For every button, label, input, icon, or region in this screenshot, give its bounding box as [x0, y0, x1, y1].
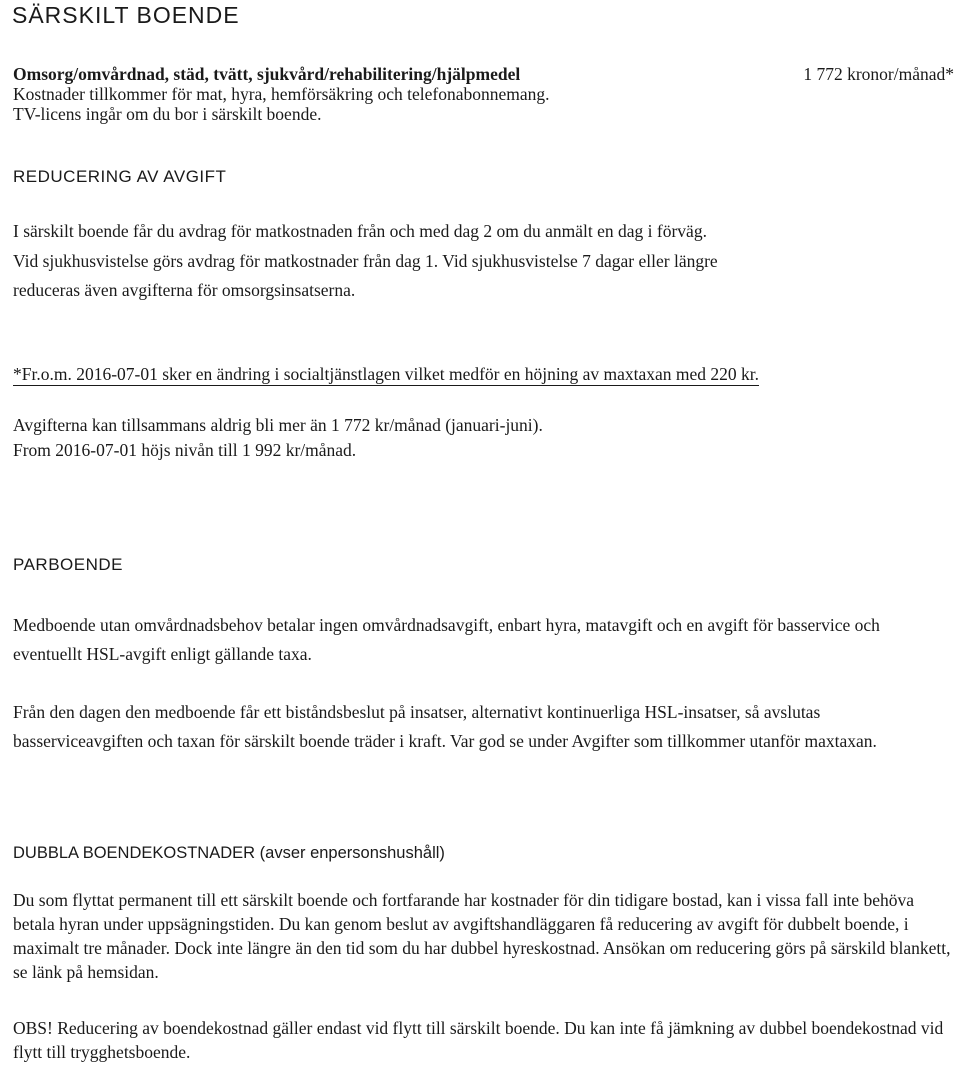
footnote-law-change: *Fr.o.m. 2016-07-01 sker en ändring i socialtjänstlagen vilket medför en höjning av maxtaxan med 220 kr. — [13, 364, 760, 384]
reduction-line-1: I särskilt boende får du avdrag för matkostnaden från och med dag 2 om du anmält en dag i förväg. — [13, 221, 707, 241]
care-price: 1 772 kronor/månad* — [803, 64, 954, 84]
reduction-line-3: reduceras även avgifterna för omsorgsinsatserna. — [13, 280, 356, 300]
reduction-line-2: Vid sjukhusvistelse görs avdrag för matkostnader från dag 1. Vid sjukhusvistelse 7 dagar eller längre — [13, 251, 718, 271]
care-heading: Omsorg/omvårdnad, städ, tvätt, sjukvård/rehabilitering/hjälpmedel — [13, 64, 521, 84]
care-line-2: TV-licens ingår om du bor i särskilt boende. — [13, 104, 322, 124]
double-cost-paragraph-2: OBS! Reducering av boendekostnad gäller endast vid flytt till särskilt boende. Du kan inte få jämkning av dubbel boendekostnad vid flytt till trygghetsboende. — [13, 1018, 944, 1062]
footnote-new-level: From 2016-07-01 höjs nivån till 1 992 kr/månad. — [13, 440, 357, 460]
care-line-1: Kostnader tillkommer för mat, hyra, hemförsäkring och telefonabonnemang. — [13, 84, 550, 104]
reduction-heading: REDUCERING AV AVGIFT — [13, 167, 227, 186]
couple-heading: PARBOENDE — [13, 555, 123, 574]
double-cost-paragraph-1: Du som flyttat permanent till ett särskilt boende och fortfarande har kostnader för din tidigare bostad, kan i vissa fall inte behöva betala hyran under uppsägningstiden. Du kan genom beslut av avgiftshandläggaren få reducering av avgift för dubbelt boende, i maximalt tre månader. Dock inte längre än den tid som du har dubbel hyreskostnad. Ansökan om reducering görs på särskild blankett, se länk på hemsidan. — [13, 890, 951, 982]
page-title: SÄRSKILT BOENDE — [12, 2, 240, 28]
couple-paragraph-1: Medboende utan omvårdnadsbehov betalar ingen omvårdnadsavgift, enbart hyra, matavgift och en avgift för basservice och eventuellt HSL-avgift enligt gällande taxa. — [13, 615, 880, 664]
couple-paragraph-2: Från den dagen den medboende får ett biståndsbeslut på insatser, alternativt kontinuerliga HSL-insatser, så avslutas basserviceavgiften och taxan för särskilt boende träder i kraft. Var god se under Avgifter som tillkommer utanför maxtaxan. — [13, 702, 877, 751]
footnote-max-fee: Avgifterna kan tillsammans aldrig bli mer än 1 772 kr/månad (januari-juni). — [13, 415, 543, 435]
double-cost-heading: DUBBLA BOENDEKOSTNADER (avser enpersonshushåll) — [13, 844, 445, 862]
